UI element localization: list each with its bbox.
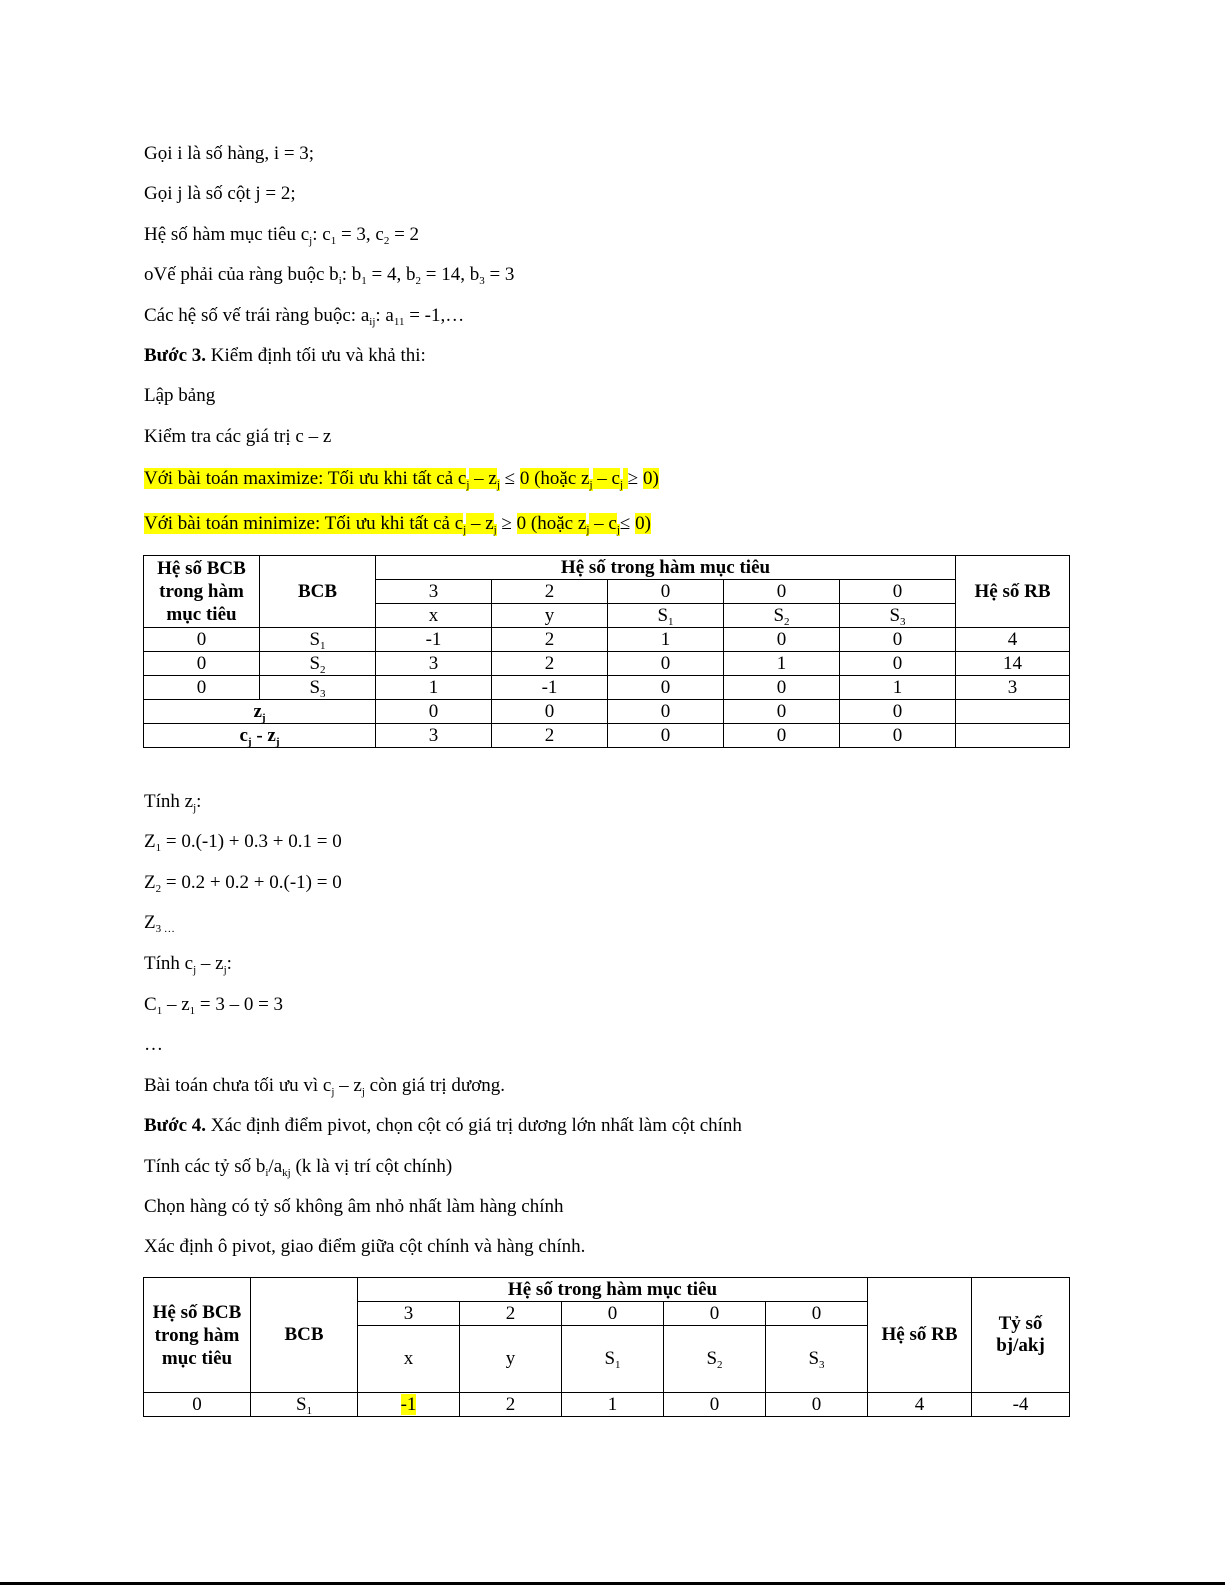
text-line-check [144,425,331,449]
text-line-z2 [144,871,342,895]
subscript: ij [369,316,376,328]
cell: 1 [376,676,492,700]
text: = 0.2 + 0.2 + 0.(-1) = 0 [161,872,342,893]
header-objective-coefs: Hệ số trong hàm mục tiêu [358,1278,868,1302]
cell: -1 [376,628,492,652]
text: c [239,724,248,746]
text: S [309,652,321,674]
cell: 0 [376,700,492,724]
text: : c [312,224,331,245]
text: : b [341,264,362,285]
cell-c: 0 [766,1302,868,1326]
cell-c: 3 [358,1302,460,1326]
text: Bài toán chưa tối ưu vì c [144,1075,332,1096]
cell-pivot [358,1393,460,1417]
label-zj [144,700,376,724]
subscript: i [265,1167,269,1179]
cell: 0 [608,652,724,676]
cell: 0 [766,1393,868,1417]
simplex-table-initial [143,555,1070,748]
cell-basis [260,628,376,652]
text: = 2 [389,224,420,245]
text: Z [144,872,156,893]
subscript: 3 [320,687,326,700]
text: – c [589,513,617,534]
text-line-pivot-row [144,1195,564,1219]
text: Kiểm định tối ưu và khả thi: [206,345,426,366]
cell-c: 0 [724,580,840,604]
cell: 3 [956,676,1070,700]
text: 0) [642,468,659,489]
text-line-pivot-cell [144,1235,585,1259]
var-x: x [358,1326,460,1393]
cell: 2 [492,652,608,676]
step-label: Bước 3. [144,345,207,366]
subscript: j [331,1086,335,1098]
cell: 0 [144,1393,251,1417]
text: ≥ [627,468,643,489]
header-rhs: Hệ số RB [868,1278,972,1393]
text: S [657,604,669,626]
text: – z [334,1075,362,1096]
text: 0) [635,513,651,534]
text-line-make-table [144,384,215,408]
text: Xác định ô pivot, giao điểm giữa cột chính và hàng chính. [144,1236,586,1257]
text-line-compute-zj [144,790,201,814]
table-row-zj [144,700,1070,724]
text: C [144,994,157,1015]
text: Tính z [144,791,194,812]
var-y: y [460,1326,562,1393]
subscript: j [193,802,197,814]
cell: 2 [460,1393,562,1417]
text-line-not-optimal [144,1074,505,1098]
subscript: j [223,964,227,976]
text: Z [144,831,156,852]
text-line-lhs [144,304,464,328]
text-line-compute-cj-zj [144,952,232,976]
text: S [706,1348,718,1369]
text: Kiểm tra các giá trị c – z [144,426,332,447]
text: = 14, b [421,264,480,285]
var-s3 [840,604,956,628]
simplex-table-pivot [143,1277,1070,1417]
cell-basis [260,652,376,676]
text: /a [268,1156,283,1177]
subscript: 2 [155,883,162,895]
heading-step-4 [144,1114,742,1138]
text: ≥ [496,513,517,534]
subscript: 2 [415,275,421,287]
cell: 0 [144,652,260,676]
cell-c: 0 [562,1302,664,1326]
cell-empty [956,700,1070,724]
cell: 1 [840,676,956,700]
text: Z [144,912,156,933]
text: Lập bảng [144,385,216,406]
text: Gọi j là số cột j = 2; [144,183,296,204]
cell: 2 [492,628,608,652]
subscript: 1 [320,639,326,652]
subscript: 2 [383,235,390,247]
cell: 2 [492,724,608,748]
cell: -1 [492,676,608,700]
var-s2 [664,1326,766,1393]
text: ≤ [619,513,636,534]
var-s3 [766,1326,868,1393]
subscript: 1 [155,842,162,854]
text: – z [466,513,494,534]
subscript: j [616,524,620,536]
subscript: j [466,479,470,491]
subscript: 1 [361,275,367,287]
text: - z [251,724,276,746]
subscript: j [496,479,500,491]
cell: 0 [664,1393,766,1417]
subscript: i [338,275,342,287]
cell: 0 [724,724,840,748]
highlighted-line-minimize [144,512,651,536]
cell: 0 [144,676,260,700]
text: Với bài toán minimize: Tối ưu khi tất cả c [144,513,464,534]
subscript: 3 [479,275,485,287]
text: Hệ số hàm mục tiêu c [144,224,310,245]
table-row-cj-zj [144,724,1070,748]
header-rhs: Hệ số RB [956,556,1070,628]
var-x: x [376,604,492,628]
cell: 1 [724,652,840,676]
text-line-ratios [144,1155,452,1179]
table-row [144,652,1070,676]
subscript: 2 [320,663,326,676]
text: = 0.(-1) + 0.3 + 0.1 = 0 [161,831,342,852]
cell-basis [251,1393,358,1417]
table-row [144,1393,1070,1417]
subscript: 1 [330,235,337,247]
cell: 0 [724,700,840,724]
cell: 0 [608,676,724,700]
subscript: kj [282,1167,291,1179]
subscript: j [463,524,467,536]
subscript: 1 [156,1005,163,1017]
text-line-row-count [144,142,314,166]
subscript: 1 [189,1005,196,1017]
text: Chọn hàng có tỷ số không âm nhỏ nhất làm hàng chính [144,1196,564,1217]
text: z [253,700,262,722]
cell-c: 0 [608,580,724,604]
var-s1 [608,604,724,628]
text-line-ellipsis [144,1033,163,1057]
step-label: Bước 4. [144,1115,207,1136]
text: Với bài toán maximize: Tối ưu khi tất cả c [144,468,467,489]
subscript: 2 [717,1359,723,1371]
text-line-objective-coefs [144,223,419,247]
cell-empty [956,724,1070,748]
var-s2 [724,604,840,628]
subscript: j [261,711,266,724]
text: Tính các tỷ số b [144,1156,266,1177]
text: – z [469,468,497,489]
subscript: 2 [784,615,790,628]
cell: 3 [376,652,492,676]
cell: -4 [972,1393,1070,1417]
text: – z [162,994,190,1015]
text: oVế phải của ràng buộc b [144,264,339,285]
subscript: 1 [615,1359,621,1371]
text-line-z1 [144,830,342,854]
label-cj-zj [144,724,376,748]
text: = -1,… [404,305,465,326]
text: : [196,791,202,812]
subscript: j [586,524,590,536]
text: S [773,604,785,626]
highlighted-line-maximize [144,467,659,491]
text: 0 (hoặc z [516,513,587,534]
text: S [295,1393,307,1415]
subscript: j [309,235,313,247]
subscript: j [275,735,280,748]
text: Xác định điểm pivot, chọn cột có giá trị dương lớn nhất làm cột chính [206,1115,742,1136]
text: … [144,1034,163,1055]
text: = 4, b [366,264,416,285]
cell: 0 [608,700,724,724]
cell: 14 [956,652,1070,676]
subscript: 1 [306,1404,313,1417]
text: : [226,953,232,974]
text: S [309,676,321,698]
text: ≤ [499,468,520,489]
header-objective-coefs: Hệ số trong hàm mục tiêu [376,556,956,580]
text: = 3 – 0 = 3 [195,994,284,1015]
cell: 1 [608,628,724,652]
subscript: j [247,735,252,748]
subscript: j [361,1086,365,1098]
cell: 0 [724,628,840,652]
header-basis-coef: Hệ số BCB trong hàm mục tiêu [144,1278,251,1393]
subscript: j [589,479,593,491]
text-line-rhs [144,263,514,287]
cell: 0 [840,652,956,676]
text: Gọi i là số hàng, i = 3; [144,143,315,164]
subscript: 11 [393,316,405,328]
subscript: j [493,524,497,536]
text: S [889,604,901,626]
text: – z [196,953,224,974]
text: còn giá trị dương. [364,1075,506,1096]
cell-c: 0 [840,580,956,604]
text: (k là vị trí cột chính) [290,1156,453,1177]
header-basis: BCB [260,556,376,628]
cell: 0 [492,700,608,724]
subscript: 3 [819,1359,825,1371]
subscript: j [193,964,197,976]
var-s1 [562,1326,664,1393]
heading-step-3 [144,344,426,368]
text-line-col-count [144,182,296,206]
text: Tính c [144,953,194,974]
cell-basis [260,676,376,700]
text: S [604,1348,616,1369]
cell: 0 [840,724,956,748]
text: – c [592,468,620,489]
cell: 0 [144,628,260,652]
cell: 1 [562,1393,664,1417]
header-ratio: Tỷ số bj/akj [972,1278,1070,1393]
cell: 4 [868,1393,972,1417]
pivot-value: -1 [400,1393,417,1415]
cell-c: 3 [376,580,492,604]
header-basis-coef: Hệ số BCB trong hàm mục tiêu [144,556,260,628]
header-basis: BCB [251,1278,358,1393]
text: S [309,628,321,650]
cell: 4 [956,628,1070,652]
subscript: 3 [900,615,906,628]
text: 0 (hoặc z [519,468,590,489]
subscript: 3 … [155,923,175,935]
cell: 0 [608,724,724,748]
var-y: y [492,604,608,628]
subscript: 1 [668,615,674,628]
text: = 3 [484,264,515,285]
subscript: j [619,479,624,491]
cell: 0 [840,628,956,652]
cell-c: 2 [460,1302,562,1326]
cell-c: 0 [664,1302,766,1326]
table-row [144,628,1070,652]
cell: 3 [376,724,492,748]
text: = 3, c [336,224,384,245]
cell: 0 [840,700,956,724]
text: : a [375,305,394,326]
cell: 0 [724,676,840,700]
cell-c: 2 [492,580,608,604]
text-line-z3 [144,911,175,935]
text: Các hệ số vế trái ràng buộc: a [144,305,370,326]
table-row [144,676,1070,700]
text: S [808,1348,820,1369]
text-line-c1-z1 [144,993,283,1017]
